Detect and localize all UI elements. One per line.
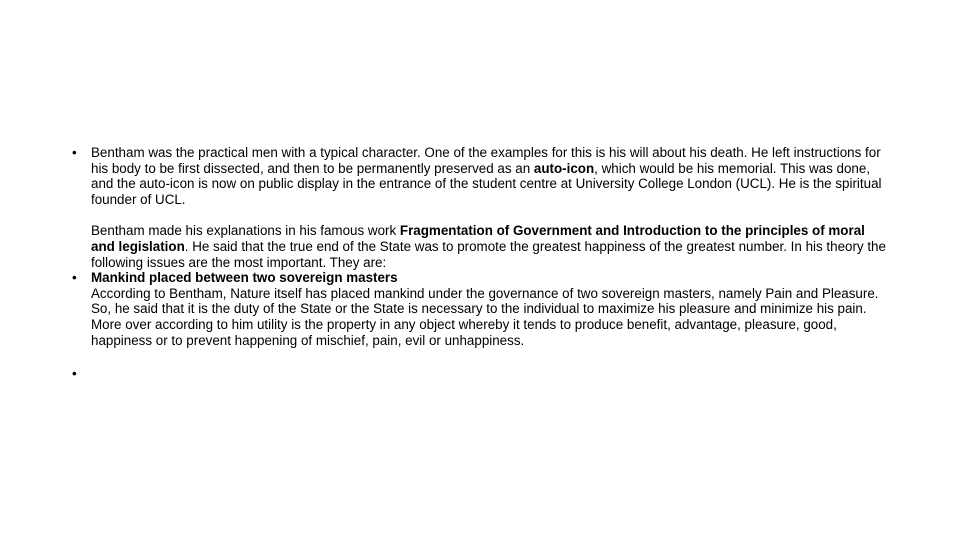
bullet-marker: • <box>72 366 77 382</box>
paragraph-bentham-works <box>91 223 892 270</box>
item-heading: Mankind placed between two sovereign masters <box>91 270 398 286</box>
paragraph-text: Bentham made his explanations in his famous work <box>91 223 400 239</box>
bullet-marker: • <box>72 145 77 160</box>
paragraph-text: According to Bentham, Nature itself has placed mankind under the governance of two sovereign masters, namely Pain and Pleasure. So, he said that it is the duty of the State or the State is necessary to the individual to maximize his pleasure and minimize his pain. More over according to him utility is the property in any object whereby it tends to produce benefit, advantage, pleasure, good, happiness or to prevent happening of mischief, pain, evil or unhappiness. <box>91 285 879 348</box>
bullet-list <box>72 145 892 382</box>
paragraph-gap <box>91 207 892 223</box>
bullet-marker: • <box>72 270 77 286</box>
paragraph-text: Bentham was the practical men with a typical character. One of the examples for this is his will about his death. He left instructions for his body to be first dissected, and then to be permanently preserved as an <box>91 145 881 176</box>
paragraph-bentham-character <box>91 145 892 207</box>
bold-term-work-title: Fragmentation of Government and Introduction to the principles of moral and legislation <box>91 223 865 254</box>
paragraph-sovereign-masters <box>91 270 892 348</box>
list-item <box>72 366 892 382</box>
bold-term-auto-icon: auto-icon <box>533 160 595 176</box>
paragraph-text: , which would be his memorial. This was done, and the auto-icon is now on public display in the entrance of the student centre at University College London (UCL). He is the spiritual founder of UCL. <box>91 160 882 207</box>
list-item <box>72 270 892 348</box>
empty-paragraph <box>91 366 892 382</box>
paragraph-text: . He said that the true end of the State was to promote the greatest happiness of the greatest number. In his theory the following issues are the most important. They are: <box>91 238 886 270</box>
list-item <box>72 145 892 270</box>
